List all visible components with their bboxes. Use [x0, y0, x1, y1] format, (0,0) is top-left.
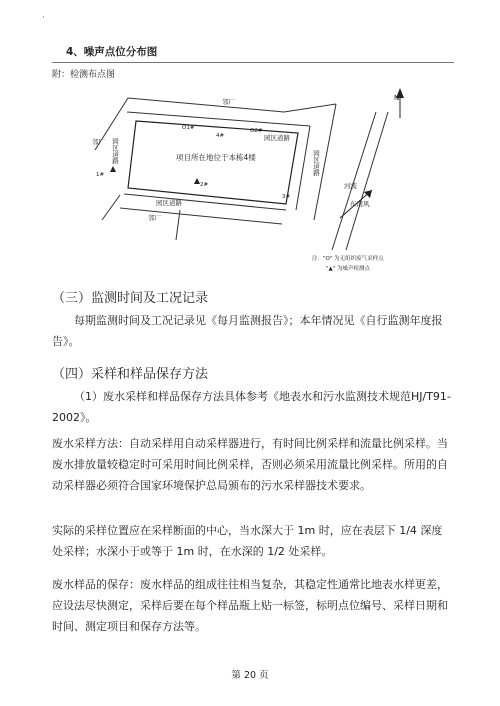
para-sample-storage: 废水样品的保存：废水样品的组成往往相当复杂，其稳定性通常比地表水样更差，应设法尽快测定，采样后要在每个样品瓶上贴一标签，标明点位编号、采样日期和时间、测定项目和保存方法等。	[52, 578, 448, 633]
left-road-label: 园区道路	[111, 138, 119, 164]
right-road-label: 园区道路	[312, 150, 320, 176]
wind-label: 东南风	[350, 200, 370, 208]
para-sampling-position: 实际的采样位置应在采样断面的中心，当水深大于 1m 时，应在表层下 1/4 深度处采样；水深小于或等于 1m 时，在水深的 1/2 处采样。	[52, 524, 443, 558]
bottom-factory-label: 邻厂	[148, 214, 161, 222]
point-o1-label: O1#	[182, 125, 195, 131]
top-road-label: 园区道路	[264, 134, 290, 142]
point-2-label: 2#	[200, 182, 209, 188]
header-rule	[52, 62, 454, 63]
map-note-2: "▲" 为噪声检测点	[326, 266, 371, 272]
wind-arrowhead	[364, 190, 372, 198]
figure-label: 附：检测布点图	[52, 70, 116, 80]
monitoring-map	[50, 80, 450, 280]
para-monitoring-time: 每期监测时间及工况记录见《每月监测报告》；本年情况见《自行监测年度报告》。	[52, 314, 443, 348]
noise-point-marker-1	[110, 166, 116, 172]
river-bank-1	[332, 112, 376, 250]
section-heading: 4、噪声点位分布图	[66, 46, 158, 58]
left-lower-road-edge	[102, 195, 120, 220]
page-number: 第 20 页	[231, 670, 269, 681]
point-1-label: 1#	[96, 172, 105, 178]
building-label: 项目所在地位于本栋4楼	[176, 153, 256, 162]
heading-sampling-methods: （四）采样和样品保存方法	[52, 367, 209, 382]
left-factory-label: 邻厂	[92, 138, 105, 146]
point-o2-label: O2#	[250, 128, 263, 134]
bottom-road-label: 园区道路	[156, 199, 182, 207]
point-3-label: 3#	[282, 194, 291, 200]
map-note-1: 注："O" 为无组织废气采样点	[312, 256, 384, 262]
point-4-label: 4#	[216, 133, 225, 139]
para-sampling-method: 废水采样方法：自动采样用自动采样器进行，有时间比例采样和流量比例采样。当废水排放量较稳定时可采用时间比例采样，否则必须采用流量比例采样。所用的自动采样器必须符合国家环境保护总局颁布的污水采样器技术要求。	[52, 437, 448, 492]
corner-mark: ·	[42, 13, 45, 23]
top-factory-label: 邻厂	[222, 98, 235, 106]
river-label: 河流	[344, 182, 357, 190]
heading-monitoring-time: （三）监测时间及工况记录	[52, 291, 209, 306]
north-label: N	[394, 94, 400, 102]
noise-point-marker-2	[194, 178, 200, 184]
river-bank-2	[346, 112, 388, 250]
para-sampling-reference: （1）废水采样和样品保存方法具体参考《地表水和污水监测技术规范HJ/T91-2002》。	[52, 390, 451, 424]
